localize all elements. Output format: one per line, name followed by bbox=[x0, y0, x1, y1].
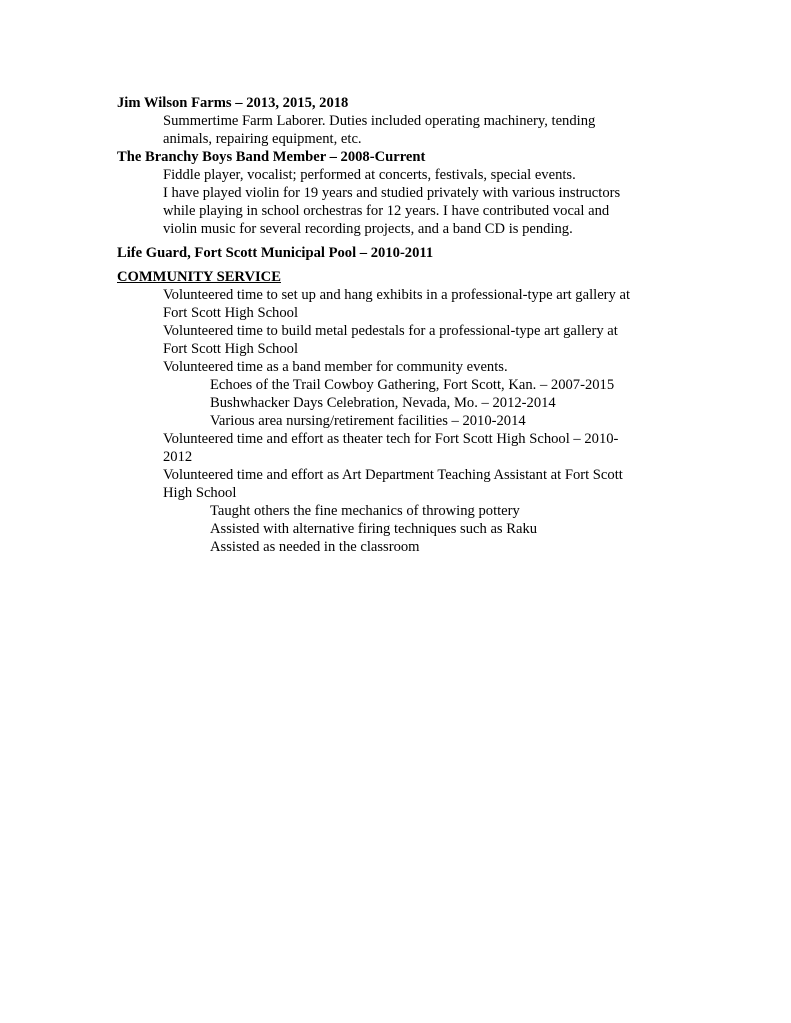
service-line: Fort Scott High School bbox=[163, 341, 298, 357]
service-line: Volunteered time and effort as Art Department Teaching Assistant at Fort Scott bbox=[163, 467, 623, 483]
experience-entry bbox=[117, 244, 677, 262]
community-service-section bbox=[117, 268, 677, 556]
service-line: High School bbox=[163, 485, 237, 501]
experience-detail-line: animals, repairing equipment, etc. bbox=[163, 131, 362, 147]
experience-entry bbox=[117, 148, 677, 238]
service-subitem: Assisted with alternative firing techniques such as Raku bbox=[210, 521, 538, 537]
experience-heading: The Branchy Boys Band Member – 2008-Current bbox=[117, 149, 426, 165]
experience-entry bbox=[117, 94, 677, 148]
service-item bbox=[117, 358, 677, 430]
experience-detail-line: I have played violin for 19 years and studied privately with various instructors bbox=[163, 185, 621, 201]
service-subitem: Various area nursing/retirement facilities – 2010-2014 bbox=[210, 413, 526, 429]
service-subitem: Echoes of the Trail Cowboy Gathering, Fort Scott, Kan. – 2007-2015 bbox=[210, 377, 615, 393]
service-line: Volunteered time as a band member for community events. bbox=[163, 359, 508, 375]
service-subitem: Bushwhacker Days Celebration, Nevada, Mo. – 2012-2014 bbox=[210, 395, 556, 411]
experience-detail-line: while playing in school orchestras for 12 years. I have contributed vocal and bbox=[163, 203, 610, 219]
service-line: Fort Scott High School bbox=[163, 305, 298, 321]
service-item bbox=[117, 430, 677, 466]
service-item bbox=[117, 322, 677, 358]
service-subitem: Assisted as needed in the classroom bbox=[210, 539, 420, 555]
experience-detail-line: Summertime Farm Laborer. Duties included operating machinery, tending bbox=[163, 113, 596, 129]
service-line: 2012 bbox=[163, 449, 193, 465]
experience-detail-line: Fiddle player, vocalist; performed at concerts, festivals, special events. bbox=[163, 167, 576, 183]
experience-detail-line: violin music for several recording projects, and a band CD is pending. bbox=[163, 221, 573, 237]
service-line: Volunteered time to build metal pedestals for a professional-type art gallery at bbox=[163, 323, 618, 339]
resume-content bbox=[117, 94, 677, 556]
experience-heading: Jim Wilson Farms – 2013, 2015, 2018 bbox=[117, 95, 349, 111]
service-item bbox=[117, 286, 677, 322]
service-item bbox=[117, 466, 677, 556]
service-subitem: Taught others the fine mechanics of throwing pottery bbox=[210, 503, 520, 519]
service-line: Volunteered time to set up and hang exhibits in a professional-type art gallery at bbox=[163, 287, 631, 303]
section-heading: COMMUNITY SERVICE bbox=[117, 269, 281, 285]
service-line: Volunteered time and effort as theater tech for Fort Scott High School – 2010- bbox=[163, 431, 619, 447]
experience-heading: Life Guard, Fort Scott Municipal Pool – 2010-2011 bbox=[117, 245, 434, 261]
